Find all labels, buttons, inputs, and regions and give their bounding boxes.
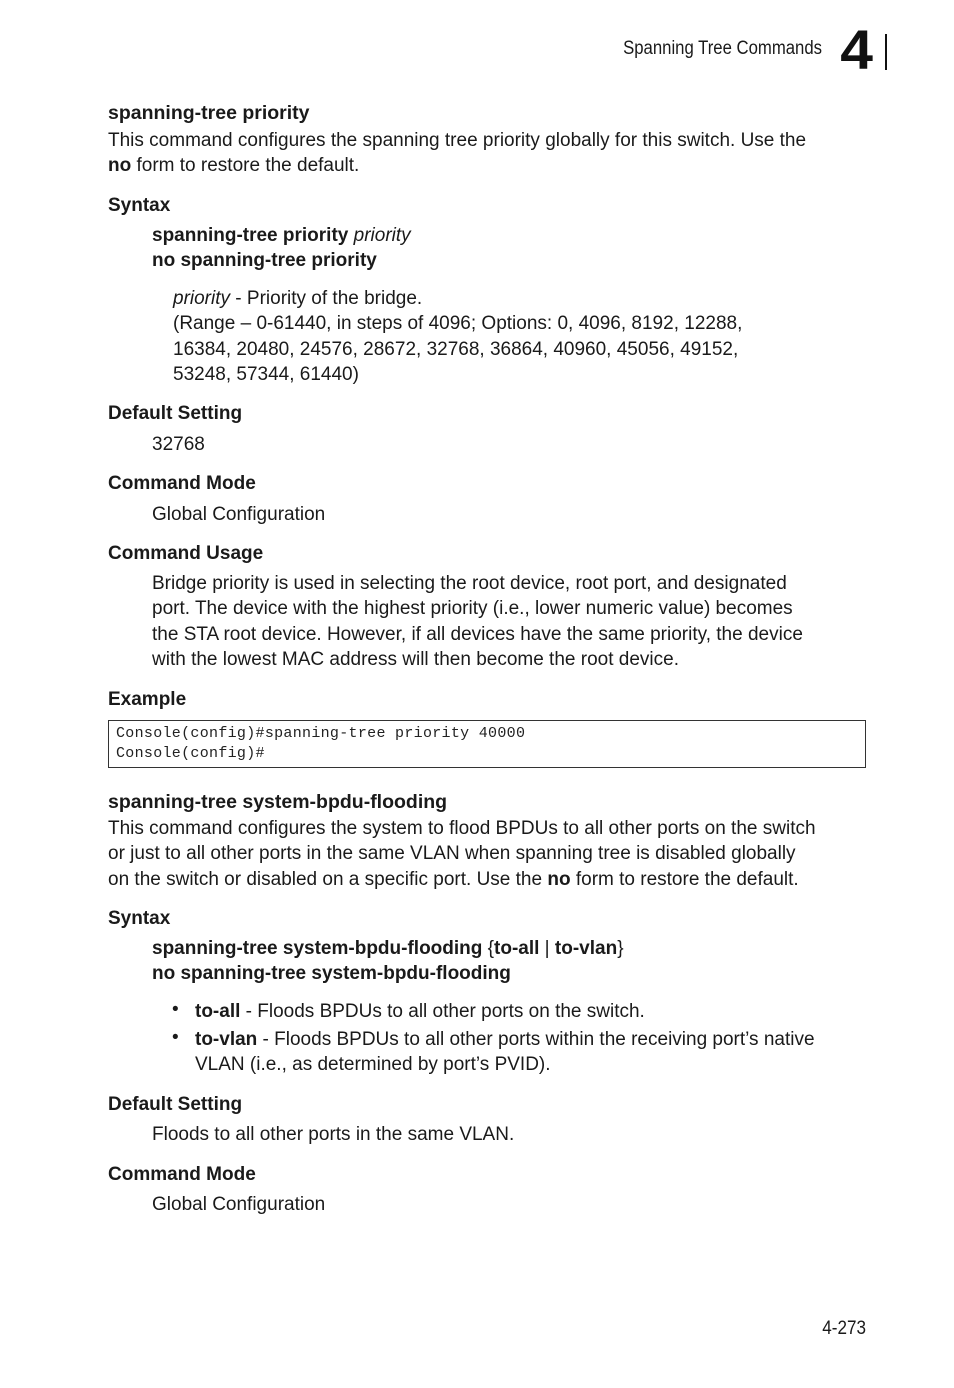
bullet-line [195, 1027, 895, 1052]
command-mode-value: Global Configuration [152, 504, 326, 525]
syntax-line [152, 223, 411, 248]
section2-intro [108, 816, 898, 892]
example-heading: Example [108, 689, 187, 710]
bullet-term: to-all [195, 1001, 241, 1022]
syntax-command: spanning-tree priority [152, 225, 349, 246]
intro-line: This command configures the spanning tree priority globally for this switch. Use the [108, 130, 807, 151]
intro-line: This command configures the system to flood BPDUs to all other ports on the switch [108, 818, 816, 839]
intro-line [108, 153, 898, 178]
chapter-marker-bar [885, 34, 887, 70]
command-mode-heading: Command Mode [108, 473, 256, 494]
syntax-no-form: no spanning-tree system-bpdu-flooding [152, 963, 511, 985]
syntax-separator: | [539, 938, 555, 959]
syntax-block [152, 936, 624, 987]
usage-line: Bridge priority is used in selecting the root device, root port, and designated [152, 573, 787, 594]
range-line: (Range – 0-61440, in steps of 4096; Options: 0, 4096, 8192, 12288, [173, 313, 743, 335]
parameter-description [173, 286, 742, 387]
bullet-line: VLAN (i.e., as determined by port’s PVID). [195, 1054, 551, 1076]
command-usage-text [152, 571, 892, 672]
no-keyword: no [547, 868, 571, 890]
code-line: Console(config)# [116, 745, 265, 762]
page-number: 4-273 [822, 1318, 866, 1339]
syntax-block [152, 223, 411, 274]
default-setting-heading: Default Setting [108, 1094, 243, 1115]
syntax-line [152, 936, 624, 961]
intro-line [108, 867, 898, 892]
bullet-term: to-vlan [195, 1029, 258, 1050]
bullet-text: - Floods BPDUs to all other ports within the receiving port’s native [257, 1029, 815, 1050]
bullet-icon: • [172, 1027, 179, 1048]
chapter-number: 4 [840, 18, 873, 81]
section1-intro [108, 128, 898, 179]
example-code-box [108, 720, 866, 768]
bullet-item-to-vlan [195, 1027, 895, 1078]
syntax-command: spanning-tree system-bpdu-flooding [152, 938, 483, 959]
syntax-option-to-vlan: to-vlan [554, 938, 618, 959]
syntax-option-to-all: to-all [494, 938, 540, 959]
syntax-parameter: priority [353, 225, 411, 246]
running-header-title: Spanning Tree Commands [623, 38, 822, 59]
section-title-spanning-tree-priority: spanning-tree priority [108, 102, 310, 124]
parameter-line [173, 286, 742, 311]
command-usage-heading: Command Usage [108, 543, 264, 564]
bullet-item-to-all [195, 999, 645, 1024]
command-mode-value: Global Configuration [152, 1194, 326, 1215]
range-line: 16384, 20480, 24576, 28672, 32768, 36864, 40960, 45056, 49152, [173, 338, 739, 360]
usage-line: port. The device with the highest priority (i.e., lower numeric value) becomes [152, 598, 793, 620]
syntax-heading: Syntax [108, 908, 171, 929]
syntax-brace: } [617, 938, 624, 959]
intro-line: or just to all other ports in the same VLAN when spanning tree is disabled globally [108, 843, 796, 865]
parameter-name: priority [173, 288, 231, 309]
default-setting-value: 32768 [152, 434, 205, 455]
intro-text: form to restore the default. [570, 868, 799, 890]
command-mode-heading: Command Mode [108, 1164, 256, 1185]
usage-line: the STA root device. However, if all devices have the same priority, the device [152, 623, 803, 645]
syntax-brace: { [482, 938, 495, 959]
intro-text: on the switch or disabled on a specific port. Use the [108, 868, 548, 890]
bullet-text: - Floods BPDUs to all other ports on the switch. [240, 1001, 645, 1022]
default-setting-heading: Default Setting [108, 403, 243, 424]
range-line: 53248, 57344, 61440) [173, 363, 359, 385]
usage-line: with the lowest MAC address will then become the root device. [152, 648, 679, 670]
no-keyword: no [108, 155, 132, 177]
code-line: Console(config)#spanning-tree priority 40000 [116, 725, 526, 742]
bullet-icon: • [172, 999, 179, 1020]
syntax-no-form: no spanning-tree priority [152, 250, 377, 272]
syntax-heading: Syntax [108, 195, 171, 216]
parameter-text: - Priority of the bridge. [230, 288, 423, 309]
default-setting-value: Floods to all other ports in the same VLAN. [152, 1124, 515, 1145]
intro-text: form to restore the default. [131, 155, 360, 177]
section-title-spanning-tree-system-bpdu-flooding: spanning-tree system-bpdu-flooding [108, 791, 448, 813]
